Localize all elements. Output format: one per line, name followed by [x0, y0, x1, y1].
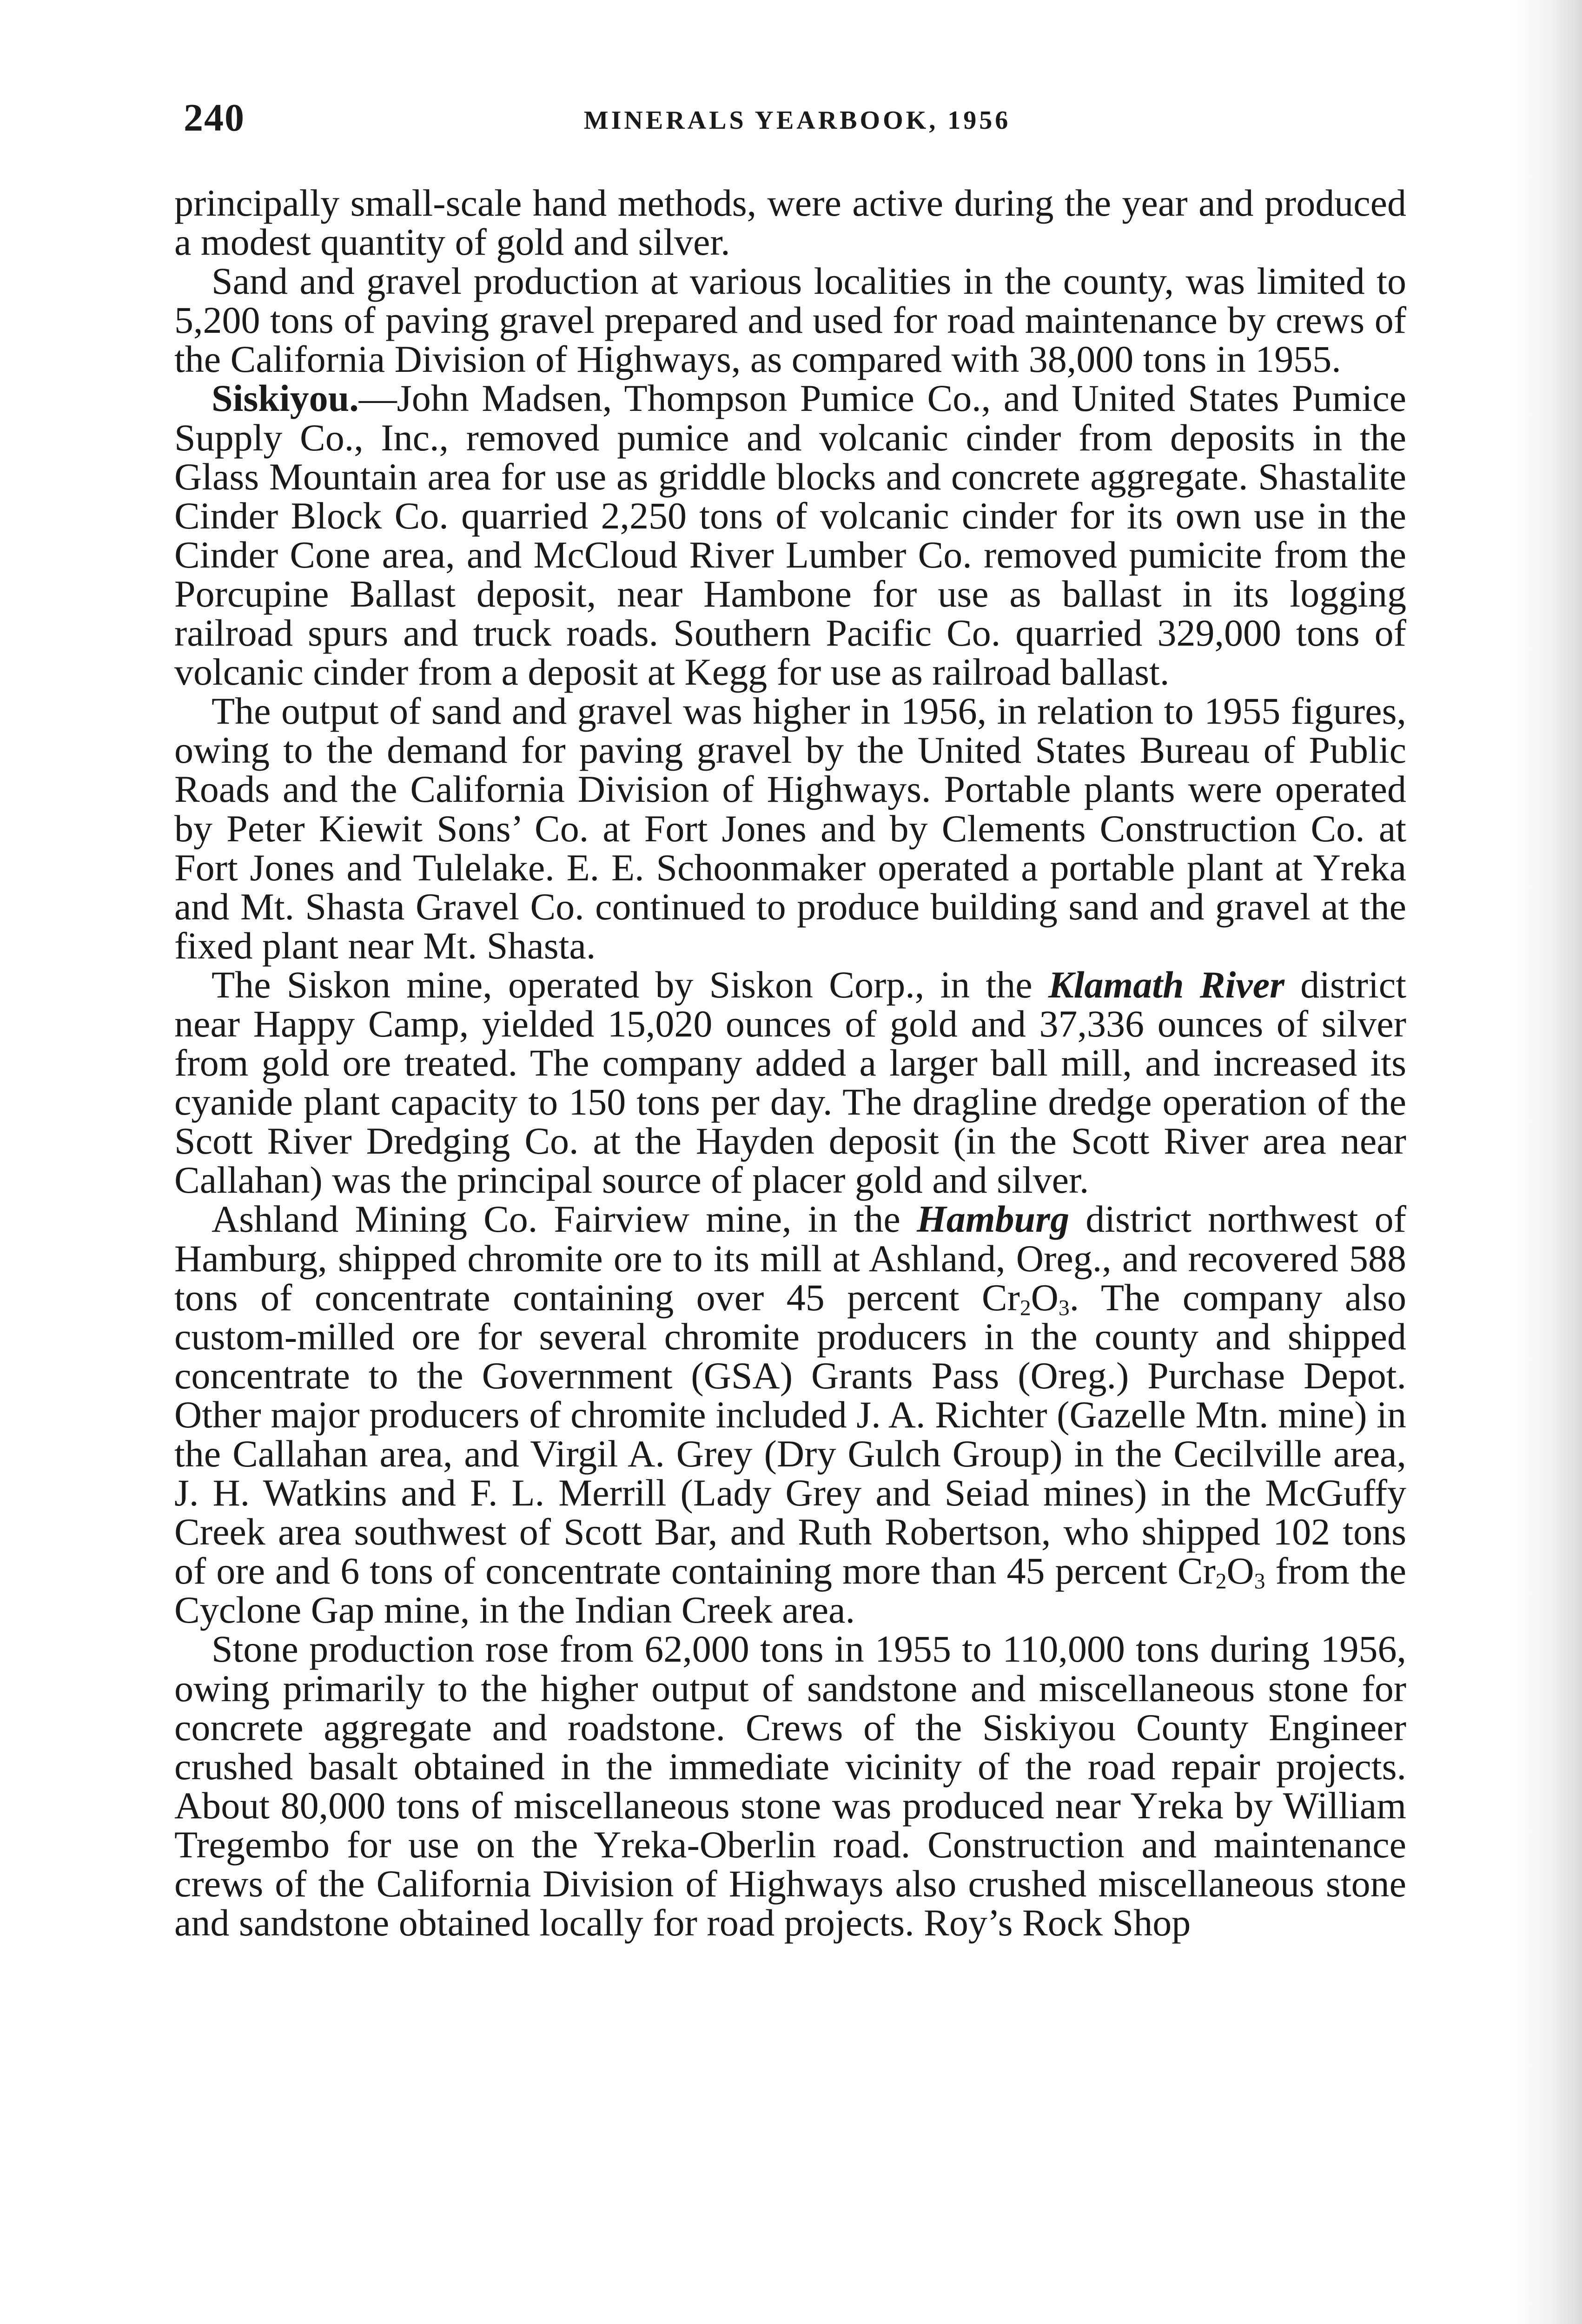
paragraph-stone-production: Stone production rose from 62,000 tons in 1955 to 110,000 tons during 1956, owing primarily to the higher output of sandstone and miscellaneous stone for concrete aggregate and roadstone. Crews of the Siskiyou County Engineer crushed basalt obtained in the immediate vicinity of the road repair projects. About 80,000 tons of miscellaneous stone was produced near Yreka by William Tregembo for use on the Yreka-Oberlin road. Construction and maintenance crews of the California Division of Highways also crushed miscellaneous stone and sandstone obtained locally for road projects. Roy’s Rock Shop	[174, 1628, 1406, 1944]
page-edge-shadow	[1508, 0, 1582, 2324]
text-run: district near Happy Camp, yielded 15,020 ounces of gold and 37,336 ounces of silver from gold ore treated. The company added a larger ball mill, and increased its cyanide plant capacity to 150 tons per day. The dragline dredge operation of the Scott River Dredging Co. at the Hayden deposit (in the Scott River area near Callahan) was the principal source of placer gold and silver.	[174, 963, 1406, 1202]
paragraph-sand-gravel-1956: The output of sand and gravel was higher in 1956, in relation to 1955 figures, owing to the demand for paving gravel by the United States Bureau of Public Roads and the California Division of Highways. Portable plants were operated by Peter Kiewit Sons’ Co. at Fort Jones and by Clements Construction Co. at Fort Jones and Tulelake. E. E. Schoonmaker operated a portable plant at Yreka and Mt. Shasta Gravel Co. continued to produce building sand and gravel at the fixed plant near Mt. Shasta.	[174, 690, 1406, 967]
formula-subscript: 2	[1019, 1296, 1031, 1320]
paragraph-siskiyou	[174, 379, 1406, 692]
formula-element: Cr	[1177, 1550, 1216, 1592]
paragraph-sand-gravel-1955: Sand and gravel production at various localities in the county, was limited to 5,200 tons of paving gravel prepared and used for road maintenance by crews of the California Division of Highways, as compared with 38,000 tons in 1955.	[174, 260, 1406, 381]
text-run: from the Cyclone Gap mine, in the Indian Creek area.	[174, 1550, 1407, 1631]
formula-subscript: 3	[1254, 1569, 1265, 1594]
page-header	[184, 95, 1411, 146]
chemical-formula	[1178, 1550, 1265, 1592]
district-name-hamburg: Hamburg	[916, 1198, 1070, 1241]
page-number: 240	[184, 96, 245, 139]
formula-element: Cr	[981, 1276, 1020, 1319]
district-name-klamath-river: Klamath River	[1048, 963, 1284, 1006]
paragraph-continuation: principally small-scale hand methods, were active during the year and produced a modest quantity of gold and silver.	[174, 182, 1406, 264]
formula-subscript: 2	[1215, 1569, 1227, 1594]
text-run: Ashland Mining Co. Fairview mine, in the	[212, 1198, 917, 1241]
paragraph-siskon-mine	[174, 965, 1406, 1200]
paragraph-chromite	[174, 1200, 1406, 1630]
body-text	[174, 184, 1406, 1942]
paragraph-siskiyou-text: —John Madsen, Thompson Pumice Co., and United States Pumice Supply Co., Inc., removed pumice and volcanic cinder from deposits in the Glass Mountain area for use as griddle blocks and concrete aggregate. Shastalite Cinder Block Co. quarried 2,250 tons of volcanic cinder for its own use in the Cinder Cone area, and McCloud River Lumber Co. removed pumicite from the Porcupine Ballast deposit, near Hambone for use as ballast in its logging railroad spurs and truck roads. Southern Pacific Co. quarried 329,000 tons of volcanic cinder from a deposit at Kegg for use as railroad ballast.	[174, 377, 1406, 693]
running-title: MINERALS YEARBOOK, 1956	[583, 106, 1011, 135]
text-run: . The company also custom-milled ore for several chromite producers in the county and shipped concentrate to the Government (GSA) Grants Pass (Oreg.) Purchase Depot. Other major producers of chromite included J. A. Richter (Gazelle Mtn. mine) in the Callahan area, and Virgil A. Grey (Dry Gulch Group) in the Cecilville area, J. H. Watkins and F. L. Merrill (Lady Grey and Seiad mines) in the McGuffy Creek area southwest of Scott Bar, and Ruth Robertson, who shipped 102 tons of ore and 6 tons of concentrate containing more than 45 percent	[174, 1276, 1406, 1592]
formula-element: O	[1226, 1550, 1254, 1592]
text-run: district northwest of Hamburg, shipped chromite ore to its mill at Ashland, Oreg., and recovered 588 tons of concentrate containing over 45 percent	[174, 1198, 1406, 1319]
text-run: The Siskon mine, operated by Siskon Corp., in the	[212, 963, 1048, 1006]
formula-subscript: 3	[1058, 1296, 1070, 1320]
formula-element: O	[1031, 1276, 1059, 1319]
chemical-formula	[982, 1276, 1070, 1319]
county-heading-siskiyou: Siskiyou.	[212, 377, 359, 420]
